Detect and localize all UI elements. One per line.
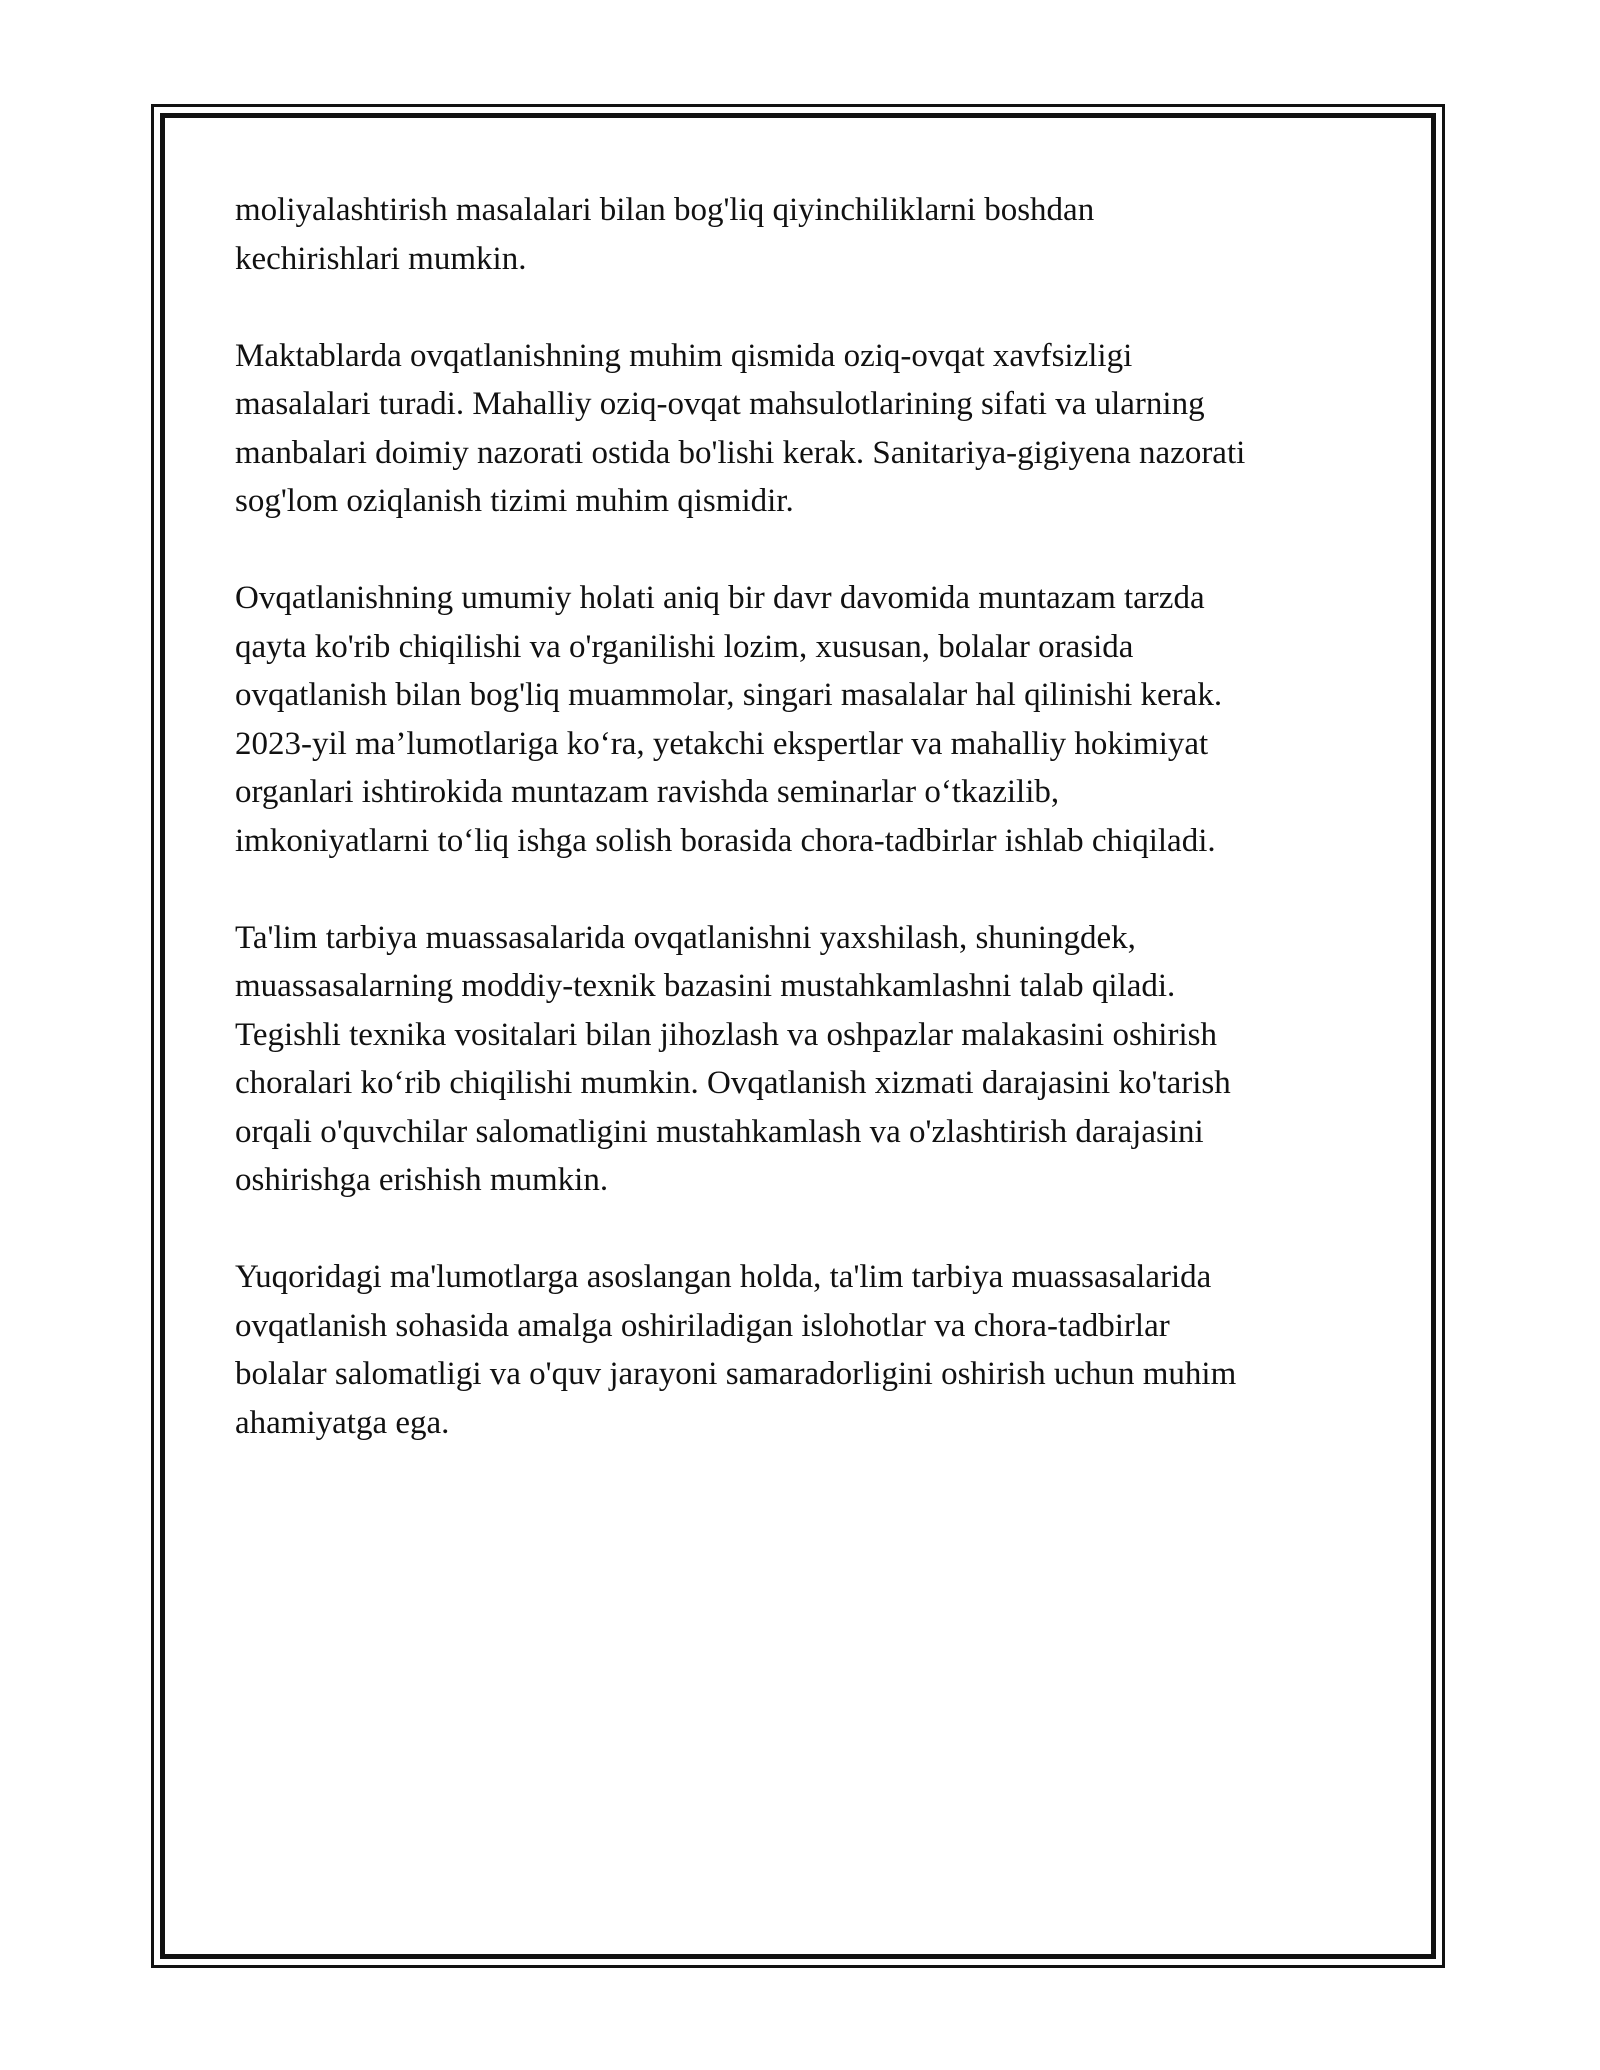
document-body xyxy=(235,186,1375,1496)
paragraph-4: Ta'lim tarbiya muassasalarida ovqatlanishni yaxshilash, shuningdek, muassasalarning moddiy-texnik bazasini mustahkamlashni talab qiladi. Tegishli texnika vositalari bilan jihozlash va oshpazlar malakasini oshirish choralari ko‘rib chiqilishi mumkin. Ovqatlanish xizmati darajasini ko'tarish orqali o'quvchilar salomatligini mustahkamlash va o'zlashtirish darajasini oshirishga erishish mumkin. xyxy=(235,919,1231,1198)
paragraph-2: Maktablarda ovqatlanishning muhim qismida oziq-ovqat xavfsizligi masalalari turadi. Mahalliy oziq-ovqat mahsulotlarining sifati va ularning manbalari doimiy nazorati ostida bo'lishi kerak. Sanitariya-gigiyena nazorati sog'lom oziqlanish tizimi muhim qismidir. xyxy=(235,337,1246,519)
paragraph-1: moliyalashtirish masalalari bilan bog'liq qiyinchiliklarni boshdan kechirishlari mumkin. xyxy=(235,192,1095,277)
paragraph-3: Ovqatlanishning umumiy holati aniq bir davr davomida muntazam tarzda qayta ko'rib chiqilishi va o'rganilishi lozim, xususan, bolalar orasida ovqatlanish bilan bog'liq muammolar, singari masalalar hal qilinishi kerak. 2023-yil ma’lumotlariga ko‘ra, yetakchi ekspertlar va mahalliy hokimiyat organlari ishtirokida muntazam ravishda seminarlar o‘tkazilib, imkoniyatlarni to‘liq ishga solish borasida chora-tadbirlar ishlab chiqiladi. xyxy=(235,580,1223,859)
paragraph-5: Yuqoridagi ma'lumotlarga asoslangan holda, ta'lim tarbiya muassasalarida ovqatlanish sohasida amalga oshiriladigan islohotlar va chora-tadbirlar bolalar salomatligi va o'quv jarayoni samaradorligini oshirish uchun muhim ahamiyatga ega. xyxy=(235,1259,1237,1441)
